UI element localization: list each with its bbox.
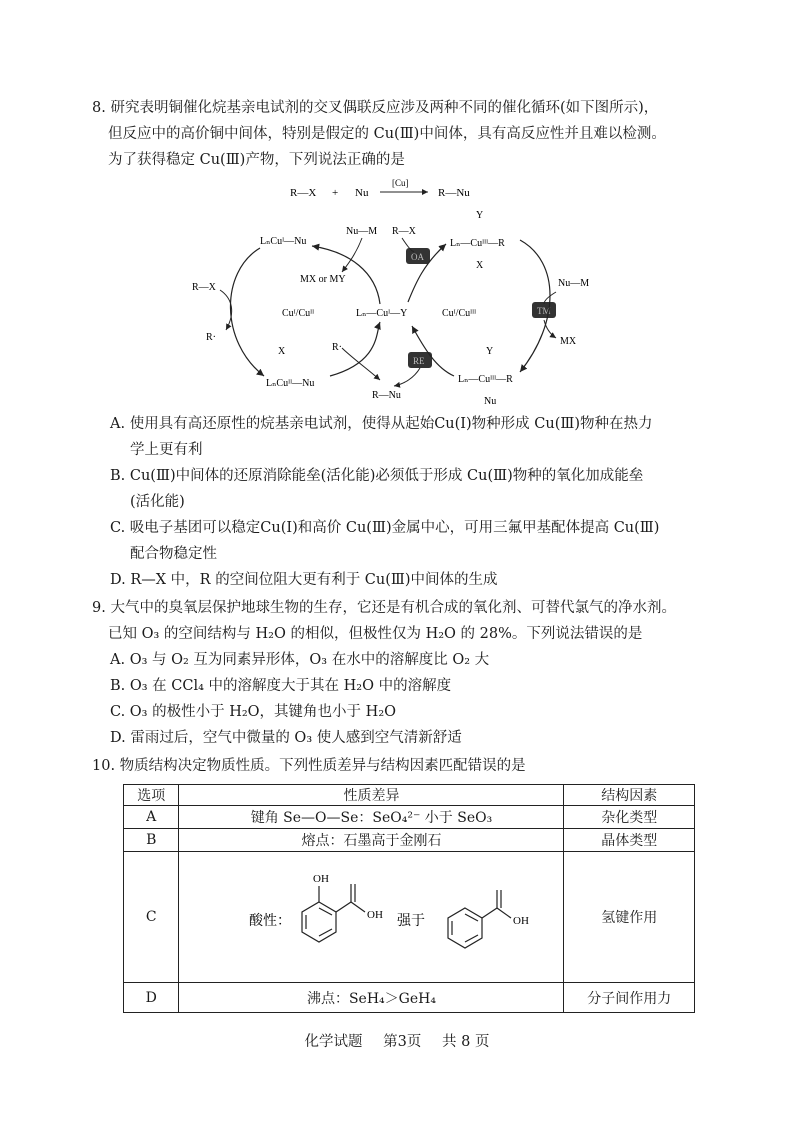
x-bottom: X xyxy=(278,346,286,357)
q8-stem-line3: 为了获得稳定 Cu(Ⅲ)产物，下列说法正确的是 xyxy=(108,152,405,168)
eq-nu: Nu xyxy=(355,187,369,199)
header-factor: 结构因素 xyxy=(564,785,695,806)
benzoic-cooh-oh: OH xyxy=(513,915,530,927)
q9-stem-line2: 已知 O₃ 的空间结构与 H₂O 的相似，但极性仅为 H₂O 的 28%。下列说法错误的是 xyxy=(108,626,643,642)
r-nu-bottom: R—Nu xyxy=(372,390,401,401)
q9-stem-line1: 9. 大气中的臭氧层保护地球生物的生存，它还是有机合成的氧化剂、可替代氯气的净水剂。 xyxy=(92,600,676,616)
ln-cu2-nu: LₙCuᴵᴵ—Nu xyxy=(266,378,315,389)
table-header-row xyxy=(124,785,695,806)
header-option: 选项 xyxy=(124,785,179,806)
nu-m-left: Nu—M xyxy=(346,226,378,237)
nu-m-right: Nu—M xyxy=(558,278,590,289)
footer-page: 第3页 xyxy=(383,1034,422,1050)
row-d-factor: 分子间作用力 xyxy=(564,983,695,1013)
q8-option-b-line2: (活化能) xyxy=(130,494,185,510)
y-top: Y xyxy=(476,210,484,221)
q8-option-d: D. R—X 中，R 的空间位阻大更有利于 Cu(Ⅲ)中间体的生成 xyxy=(110,572,498,588)
q10-stem: 10. 物质结构决定物质性质。下列性质差异与结构因素匹配错误的是 xyxy=(92,758,526,774)
row-d-option: D xyxy=(124,983,179,1013)
header-difference: 性质差异 xyxy=(179,785,564,806)
r-x-top: R—X xyxy=(392,226,416,237)
num-in-arrow xyxy=(342,238,362,272)
footer-subject: 化学试题 xyxy=(304,1034,363,1050)
q8-option-a-line1: A. 使用具有高还原性的烷基亲电试剂，使得从起始Cu(Ⅰ)物种形成 Cu(Ⅲ)物种在热力 xyxy=(110,416,653,432)
q9-option-d: D. 雷雨过后，空气中微量的 O₃ 使人感到空气清新舒适 xyxy=(110,730,462,746)
mx-right: MX xyxy=(560,336,577,347)
rdot-arrow xyxy=(342,348,380,380)
r-x-left: R—X xyxy=(192,282,216,293)
table-row xyxy=(124,829,695,852)
cu3-to-cuy-arrow xyxy=(412,326,454,376)
re-label: RE xyxy=(413,356,425,366)
ln-cu3-bottom: Lₙ—Cuᴵᴵᴵ—R xyxy=(458,374,513,385)
eq-left: R—X xyxy=(290,187,317,199)
ln-cu-y: Lₙ—Cuᴵ—Y xyxy=(356,308,408,319)
footer-total: 共 8 页 xyxy=(442,1034,490,1050)
cycle1-label: Cuᴵ/Cuᴵᴵ xyxy=(282,308,315,319)
salicylic-oh: OH xyxy=(313,873,330,885)
salicylic-acid-structure xyxy=(302,884,365,942)
ln-cu-nu: LₙCuᴵ—Nu xyxy=(260,236,307,247)
row-d-difference: 沸点：SeH₄＞GeH₄ xyxy=(179,983,564,1013)
q8-option-b-line1: B. Cu(Ⅲ)中间体的还原消除能垒(活化能)必须低于形成 Cu(Ⅲ)物种的氧化加成能垒 xyxy=(110,468,644,484)
q8-stem-line1: 8. 研究表明铜催化烷基亲电试剂的交叉偶联反应涉及两种不同的催化循环(如下图所示)， xyxy=(92,100,659,116)
q9-option-b: B. O₃ 在 CCl₄ 中的溶解度大于其在 H₂O 中的溶解度 xyxy=(110,678,452,694)
rnu-out-arrow xyxy=(394,368,420,386)
oa-label: OA xyxy=(411,252,424,262)
r-dot-left: R· xyxy=(206,332,216,343)
left-cycle-arc xyxy=(230,248,264,376)
row-a-factor: 杂化类型 xyxy=(564,806,695,829)
nu-bottom: Nu xyxy=(484,396,497,407)
q8-option-a-line2: 学上更有利 xyxy=(130,442,203,458)
row-b-option: B xyxy=(124,829,179,852)
q10-table xyxy=(123,784,695,1013)
ln-cu3-top: Lₙ—Cuᴵᴵᴵ—R xyxy=(450,238,505,249)
eq-catalyst: [Cu] xyxy=(392,178,409,188)
row-c-option: C xyxy=(124,852,179,983)
q8-stem-line2: 但反应中的高价铜中间体，特别是假定的 Cu(Ⅲ)中间体，具有高反应性并且难以检测。 xyxy=(108,126,666,142)
page-footer xyxy=(0,1030,794,1051)
rx-in-arrow xyxy=(220,290,232,330)
table-row xyxy=(124,852,695,983)
r-dot-mid: R· xyxy=(332,342,342,353)
eq-right: R—Nu xyxy=(438,187,470,199)
row-a-difference: 键角 Se—O—Se：SeO₄²⁻ 小于 SeO₃ xyxy=(179,806,564,829)
cycle2-label: Cuᴵ/Cuᴵᴵᴵ xyxy=(442,308,477,319)
tm-label: TM xyxy=(537,306,551,316)
row-c-factor: 氢键作用 xyxy=(564,852,695,983)
row-b-factor: 晶体类型 xyxy=(564,829,695,852)
q8-option-c-line2: 配合物稳定性 xyxy=(130,546,217,562)
row-c-difference xyxy=(179,852,564,983)
row-b-difference: 熔点：石墨高于金刚石 xyxy=(179,829,564,852)
acid-prefix: 酸性： xyxy=(249,914,292,929)
salicylic-cooh-oh: OH xyxy=(367,909,384,921)
q9-option-a: A. O₃ 与 O₂ 互为同素异形体，O₃ 在水中的溶解度比 O₂ 大 xyxy=(110,652,490,668)
x-top: X xyxy=(476,260,484,271)
acid-mid: 强于 xyxy=(397,914,426,929)
q8-option-c-line1: C. 吸电子基团可以稳定Cu(Ⅰ)和高价 Cu(Ⅲ)金属中心，可用三氟甲基配体提高 Cu(Ⅲ) xyxy=(110,520,660,536)
table-row xyxy=(124,806,695,829)
benzoic-acid-structure xyxy=(448,890,511,948)
catalytic-cycle-diagram xyxy=(180,172,620,412)
q9-option-c: C. O₃ 的极性小于 H₂O，其键角也小于 H₂O xyxy=(110,704,397,720)
acid-structures xyxy=(179,852,563,982)
table-row xyxy=(124,983,695,1013)
eq-plus: + xyxy=(332,187,339,199)
row-a-option: A xyxy=(124,806,179,829)
mx-or-my: MX or MY xyxy=(300,274,346,285)
y-bottom: Y xyxy=(486,346,494,357)
